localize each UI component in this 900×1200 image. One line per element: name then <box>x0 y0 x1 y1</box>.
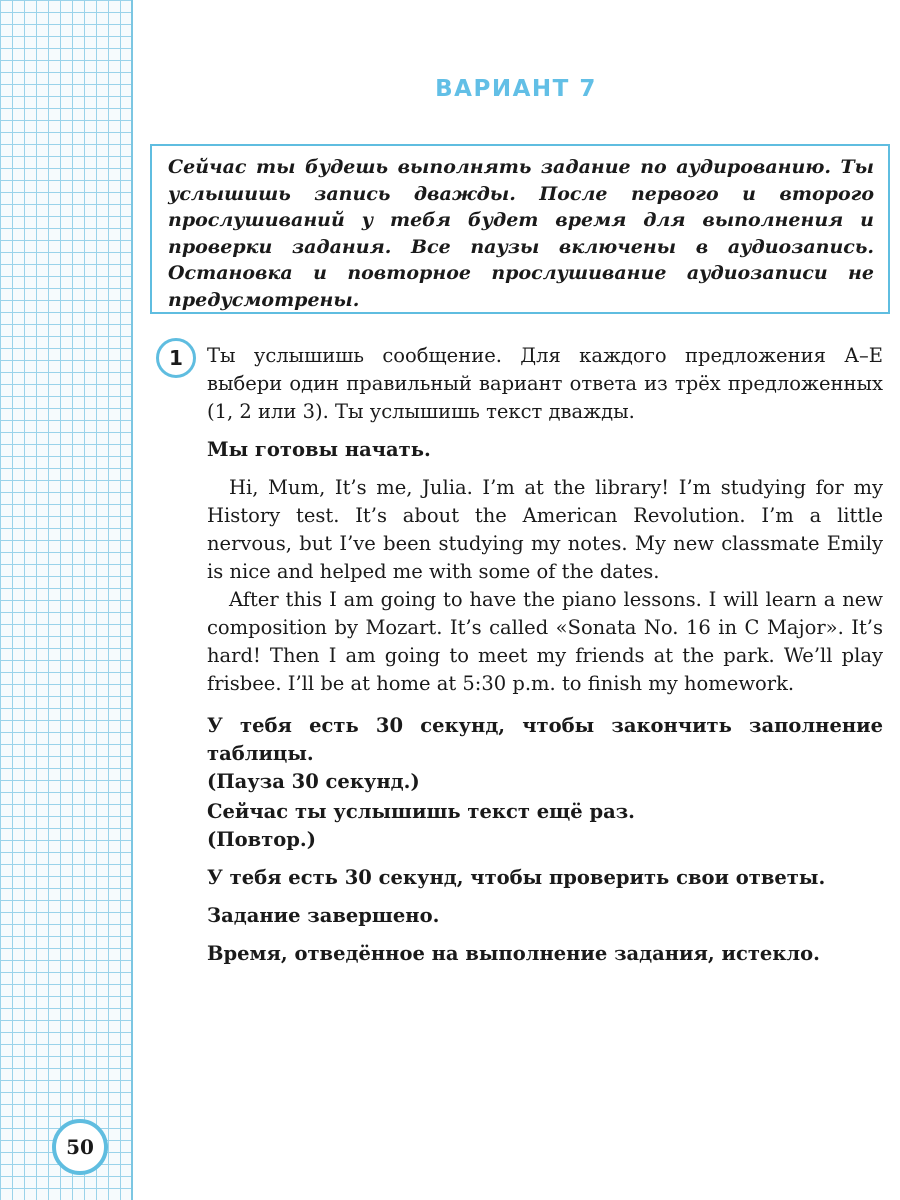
grid-margin <box>0 0 132 1200</box>
ready-line: Мы готовы начать. <box>207 438 431 461</box>
variant-title: ВАРИАНТ 7 <box>435 76 597 102</box>
task-done-line: Задание завершено. <box>207 904 440 927</box>
time-expired-line: Время, отведённое на выполнение задания, истекло. <box>207 942 820 965</box>
repeat-line: (Повтор.) <box>207 828 316 851</box>
intro-text: Сейчас ты будешь выполнять задание по аудированию. Ты услышишь запись дважды. После первого и второго прослушиваний у тебя будет время для выполнения и проверки задания. Все паузы включены в аудиозапись. Остановка и повторное прослушивание аудиозаписи не предусмотрены. <box>168 156 874 311</box>
intro-box <box>150 144 890 314</box>
transcript-paragraph-2: After this I am going to have the piano lessons. I will learn a new composition by Mozart. It’s called «Sonata No. 16 in C Major». It’s hard! Then I am going to meet my friends at the park. We’ll play frisbee. I’ll be at home at 5:30 p.m. to finish my homework. <box>207 588 883 695</box>
listen-again-line: Сейчас ты услышишь текст ещё раз. <box>207 800 635 823</box>
task-content <box>207 342 883 968</box>
page-number: 50 <box>52 1119 108 1175</box>
transcript-paragraph-1: Hi, Mum, It’s me, Julia. I’m at the library! I’m studying for my History test. It’s about the American Revolution. I’m a little nervous, but I’ve been studying my notes. My new classmate Emily is nice and helped me with some of the dates. <box>207 476 883 583</box>
task-number-badge: 1 <box>156 338 196 378</box>
task-instruction: Ты услышишь сообщение. Для каждого предложения А–Е выбери один правильный вариант ответа из трёх предложенных (1, 2 или 3). Ты услышишь текст дважды. <box>207 344 883 423</box>
grid-margin-edge <box>131 0 133 1200</box>
pause-line: (Пауза 30 секунд.) <box>207 770 420 793</box>
check-time-line: У тебя есть 30 секунд, чтобы проверить свои ответы. <box>207 866 826 889</box>
fill-time-line: У тебя есть 30 секунд, чтобы закончить заполнение таблицы. <box>207 714 883 765</box>
